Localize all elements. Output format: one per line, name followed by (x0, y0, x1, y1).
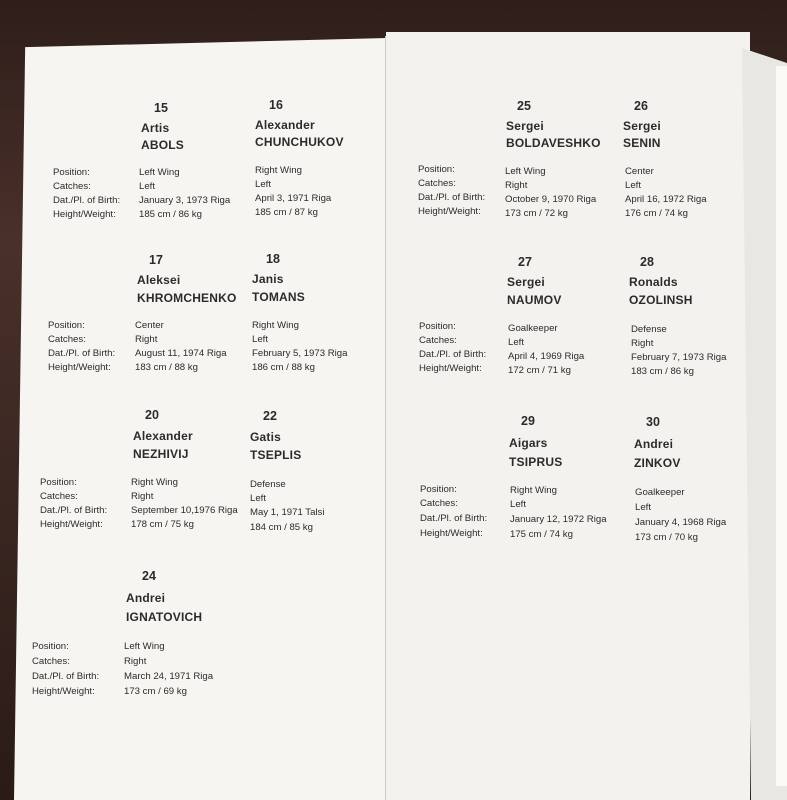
catches-label: Catches: (32, 656, 70, 667)
player-height-weight: 185 cm / 86 kg (139, 209, 202, 220)
player-birth: January 4, 1968 Riga (635, 517, 727, 528)
player-first-name: Ronalds (629, 275, 678, 289)
player-last-name: ZINKOV (634, 456, 681, 470)
player-height-weight: 183 cm / 86 kg (631, 366, 694, 377)
player-position: Right Wing (131, 477, 178, 488)
jersey-number: 18 (266, 252, 280, 266)
player-position: Right Wing (255, 165, 302, 176)
player-first-name: Aigars (509, 436, 548, 450)
player-position: Goalkeeper (508, 323, 558, 334)
player-catches: Right (131, 491, 154, 502)
birth-label: Dat./Pl. of Birth: (53, 195, 121, 206)
catches-label: Catches: (419, 335, 457, 346)
height-weight-label: Height/Weight: (32, 686, 95, 697)
player-first-name: Andrei (126, 591, 166, 605)
player-catches: Right (631, 338, 654, 349)
jersey-number: 29 (521, 414, 535, 428)
player-catches: Right (505, 180, 528, 191)
player-last-name: NAUMOV (507, 293, 562, 307)
height-weight-label: Height/Weight: (419, 363, 482, 374)
player-catches: Left (252, 334, 269, 345)
height-weight-label: Height/Weight: (53, 209, 116, 220)
player-last-name: TSIPRUS (509, 455, 563, 469)
player-first-name: Alexander (255, 118, 315, 132)
player-position: Left Wing (505, 166, 546, 177)
position-label: Position: (418, 164, 455, 175)
jersey-number: 24 (142, 569, 156, 583)
player-position: Defense (250, 479, 286, 490)
player-last-name: BOLDAVESHKO (506, 136, 601, 150)
player-height-weight: 186 cm / 88 kg (252, 362, 315, 373)
player-birth: February 7, 1973 Riga (631, 352, 727, 363)
position-label: Position: (53, 167, 90, 178)
player-catches: Left (510, 499, 527, 510)
player-catches: Left (250, 493, 267, 504)
jersey-number: 28 (640, 255, 654, 269)
player-last-name: SENIN (623, 136, 661, 150)
player-position: Center (625, 166, 654, 177)
player-height-weight: 173 cm / 72 kg (505, 208, 568, 219)
player-birth: October 9, 1970 Riga (505, 194, 597, 205)
birth-label: Dat./Pl. of Birth: (40, 505, 108, 516)
player-birth: February 5, 1973 Riga (252, 348, 348, 359)
player-catches: Left (625, 180, 642, 191)
player-first-name: Andrei (634, 437, 674, 451)
position-label: Position: (40, 477, 77, 488)
player-last-name: OZOLINSH (629, 293, 693, 307)
player-position: Goalkeeper (635, 487, 685, 498)
player-birth: May 1, 1971 Talsi (250, 507, 325, 518)
jersey-number: 25 (517, 99, 531, 113)
jersey-number: 20 (145, 408, 159, 422)
player-position: Defense (631, 324, 667, 335)
player-catches: Left (508, 337, 525, 348)
catches-label: Catches: (40, 491, 78, 502)
player-height-weight: 183 cm / 88 kg (135, 362, 198, 373)
birth-label: Dat./Pl. of Birth: (420, 513, 488, 524)
jersey-number: 15 (154, 101, 168, 115)
player-birth: January 3, 1973 Riga (139, 195, 231, 206)
birth-label: Dat./Pl. of Birth: (48, 348, 116, 359)
position-label: Position: (32, 641, 69, 652)
position-label: Position: (420, 484, 457, 495)
player-first-name: Sergei (506, 119, 544, 133)
player-birth: April 16, 1972 Riga (625, 194, 707, 205)
position-label: Position: (48, 320, 85, 331)
player-catches: Left (255, 179, 272, 190)
player-height-weight: 176 cm / 74 kg (625, 208, 688, 219)
birth-label: Dat./Pl. of Birth: (32, 671, 100, 682)
player-birth: March 24, 1971 Riga (124, 671, 214, 682)
player-height-weight: 173 cm / 69 kg (124, 686, 187, 697)
height-weight-label: Height/Weight: (40, 519, 103, 530)
player-height-weight: 175 cm / 74 kg (510, 529, 573, 540)
birth-label: Dat./Pl. of Birth: (419, 349, 487, 360)
player-last-name: CHUNCHUKOV (255, 135, 344, 149)
player-birth: September 10,1976 Riga (131, 505, 238, 516)
player-height-weight: 173 cm / 70 kg (635, 532, 698, 543)
player-position: Center (135, 320, 164, 331)
player-catches: Left (139, 181, 156, 192)
jersey-number: 16 (269, 98, 283, 112)
player-birth: January 12, 1972 Riga (510, 514, 607, 525)
player-last-name: ABOLS (141, 138, 184, 152)
birth-label: Dat./Pl. of Birth: (418, 192, 486, 203)
brochure-fold (385, 36, 386, 800)
player-catches: Right (124, 656, 147, 667)
player-first-name: Janis (252, 272, 284, 286)
catches-label: Catches: (53, 181, 91, 192)
player-height-weight: 184 cm / 85 kg (250, 522, 313, 533)
catches-label: Catches: (420, 498, 458, 509)
position-label: Position: (419, 321, 456, 332)
player-position: Right Wing (252, 320, 299, 331)
player-last-name: TSEPLIS (250, 448, 302, 462)
player-first-name: Artis (141, 121, 170, 135)
jersey-number: 22 (263, 409, 277, 423)
player-last-name: TOMANS (252, 290, 305, 304)
player-height-weight: 178 cm / 75 kg (131, 519, 194, 530)
player-birth: April 4, 1969 Riga (508, 351, 585, 362)
height-weight-label: Height/Weight: (420, 528, 483, 539)
player-position: Left Wing (124, 641, 165, 652)
player-first-name: Sergei (507, 275, 545, 289)
player-first-name: Sergei (623, 119, 661, 133)
jersey-number: 26 (634, 99, 648, 113)
player-first-name: Gatis (250, 430, 282, 444)
height-weight-label: Height/Weight: (418, 206, 481, 217)
jersey-number: 30 (646, 415, 660, 429)
catches-label: Catches: (418, 178, 456, 189)
height-weight-label: Height/Weight: (48, 362, 111, 373)
player-birth: August 11, 1974 Riga (135, 348, 227, 359)
jersey-number: 17 (149, 253, 163, 267)
player-first-name: Alexander (133, 429, 193, 443)
player-position: Left Wing (139, 167, 180, 178)
player-birth: April 3, 1971 Riga (255, 193, 332, 204)
player-catches: Right (135, 334, 158, 345)
catches-label: Catches: (48, 334, 86, 345)
player-height-weight: 185 cm / 87 kg (255, 207, 318, 218)
flap-inner-page (776, 66, 787, 786)
player-last-name: KHROMCHENKO (137, 291, 237, 305)
jersey-number: 27 (518, 255, 532, 269)
player-catches: Left (635, 502, 652, 513)
player-height-weight: 172 cm / 71 kg (508, 365, 571, 376)
player-first-name: Aleksei (137, 273, 181, 287)
player-last-name: IGNATOVICH (126, 610, 203, 624)
player-last-name: NEZHIVIJ (133, 447, 189, 461)
player-position: Right Wing (510, 485, 557, 496)
